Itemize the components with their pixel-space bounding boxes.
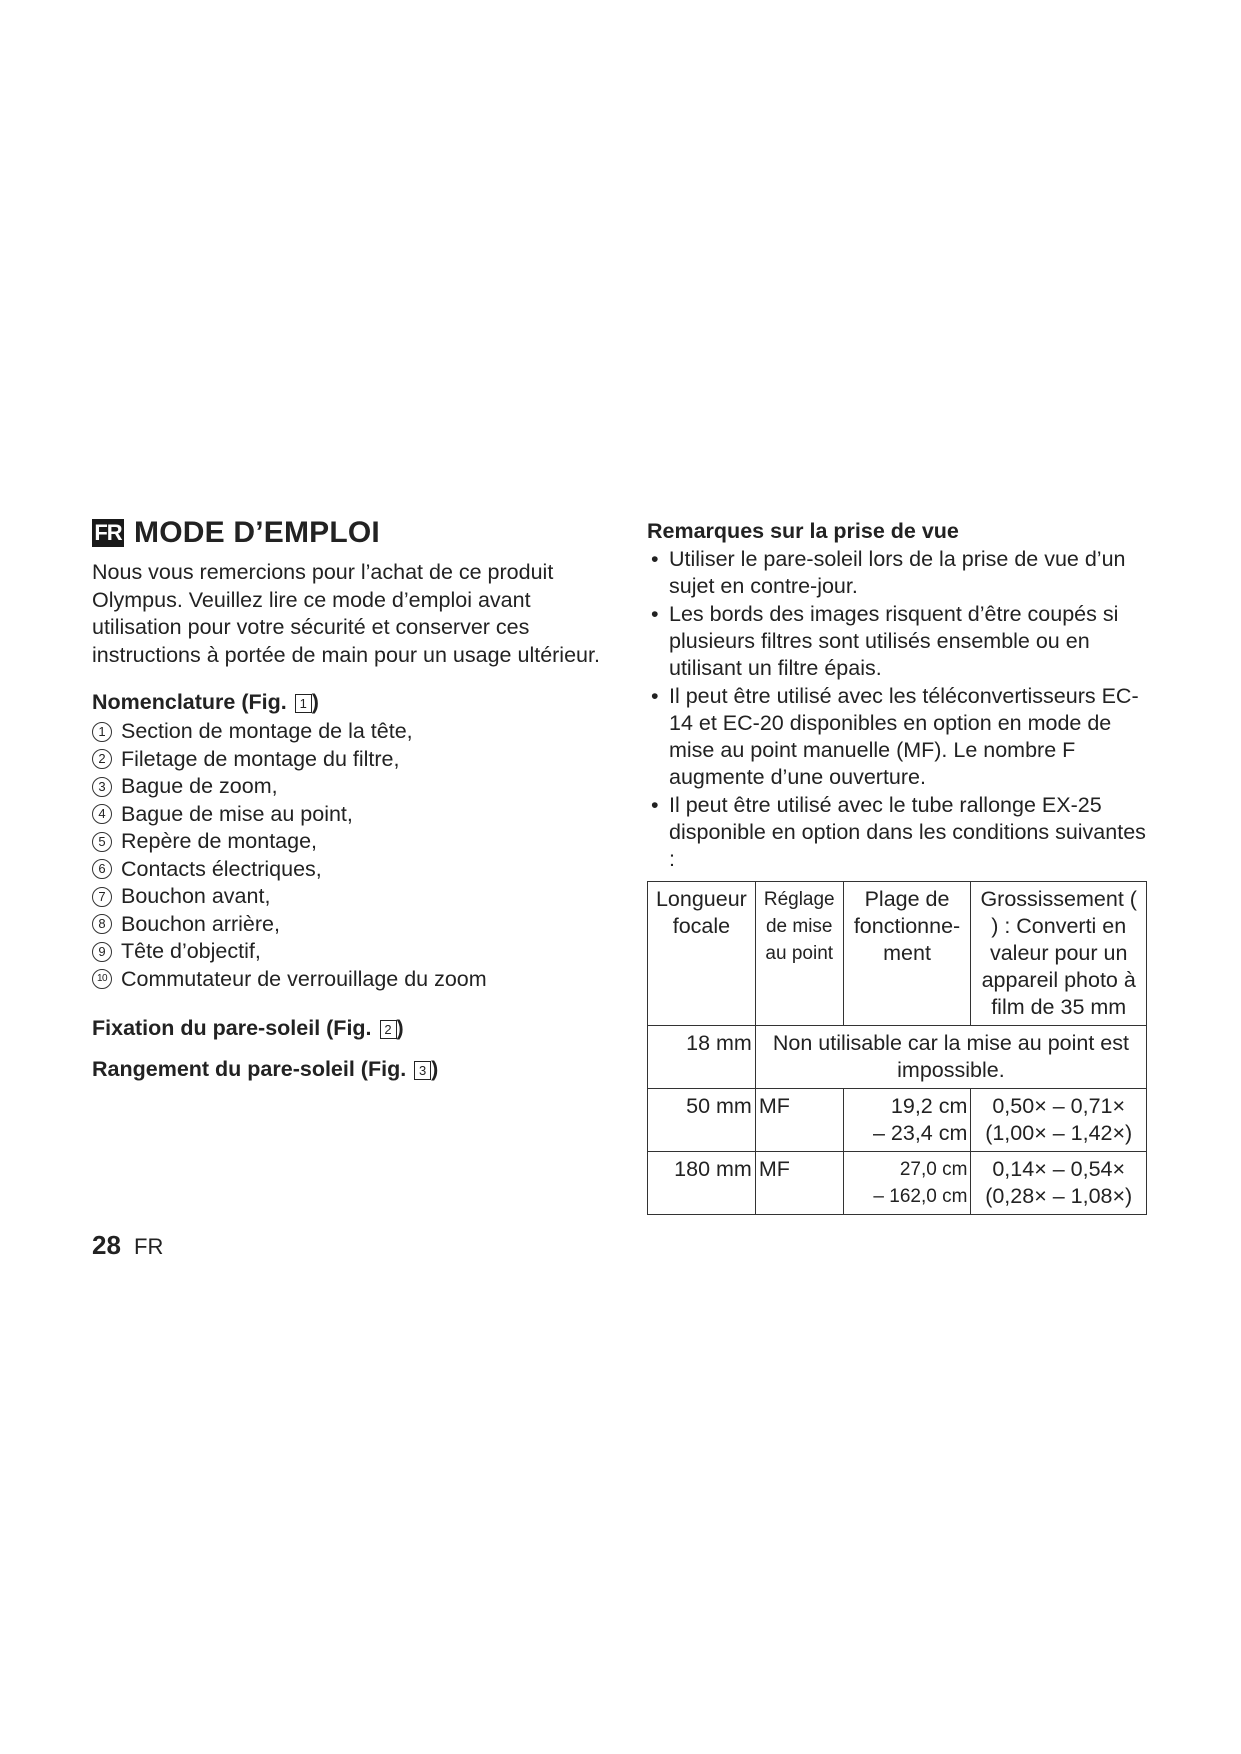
circled-number: 4: [92, 804, 112, 824]
extension-tube-table: [647, 881, 1147, 1215]
language-badge: FR: [92, 519, 124, 547]
circled-number: 2: [92, 749, 112, 769]
list-item-text: Bouchon avant,: [121, 884, 271, 908]
bullet-text: Il peut être utilisé avec le tube rallonge EX-25 disponible en option dans les conditions suivantes :: [669, 793, 1146, 871]
bullet-marker: •: [651, 793, 659, 817]
list-item: [92, 883, 622, 911]
circled-number: 10: [92, 969, 112, 989]
list-item-text: Commutateur de verrouillage du zoom: [121, 966, 487, 991]
range-end: – 23,4 cm: [872, 1121, 968, 1145]
bullet-item: [647, 792, 1157, 873]
list-item-text: Section de montage de la tête,: [121, 719, 413, 743]
figure-ref-box: 2: [380, 1020, 397, 1039]
list-item: [92, 966, 622, 994]
header-magnification: Grossissement ( ) : Converti en valeur pour un appareil photo à film de 35 mm: [971, 882, 1147, 1026]
nomenclature-heading: [92, 689, 622, 716]
list-item: [92, 856, 622, 884]
cell-focal: 180 mm: [648, 1152, 756, 1215]
bullet-marker: •: [651, 684, 659, 708]
table-row: [648, 1089, 1147, 1152]
table-row: [648, 1026, 1147, 1089]
circled-number: 8: [92, 914, 112, 934]
list-item: [92, 718, 622, 746]
list-item-text: Repère de montage,: [121, 829, 318, 853]
list-item: [92, 746, 622, 774]
bullet-text: Il peut être utilisé avec les téléconvertisseurs EC-14 et EC-20 disponibles en option en mode de mise au point manuelle (MF). Le nombre F augmente d’une ouverture.: [669, 684, 1139, 789]
list-item-text: Filetage de montage du filtre,: [121, 746, 400, 771]
list-item-text: Bague de mise au point,: [121, 801, 353, 826]
cell-range: [843, 1089, 971, 1152]
nomenclature-list: [92, 718, 622, 993]
magnification-35mm: (1,00× – 1,42×): [985, 1121, 1133, 1145]
figure-ref-box: 1: [295, 694, 312, 713]
circled-number: 5: [92, 832, 112, 852]
page-title: MODE D’EMPLOI: [134, 516, 380, 549]
left-column: [92, 513, 622, 1083]
intro-paragraph: Nous vous remercions pour l’achat de ce produit Olympus. Veuillez lire ce mode d’emploi avant utilisation pour votre sécurité et conserver ces instructions à portée de main pour un usage ultérieur.: [92, 560, 600, 667]
cell-focal: 50 mm: [648, 1089, 756, 1152]
magnification-35mm: (0,28× – 1,08×): [985, 1184, 1133, 1208]
list-item: [92, 801, 622, 829]
cell-magnification: [971, 1089, 1147, 1152]
circled-number: 1: [92, 722, 112, 742]
cell-magnification: [971, 1152, 1147, 1215]
nomenclature-label: Nomenclature (Fig.: [92, 690, 287, 714]
page-number: 28: [92, 1230, 121, 1260]
fixation-heading: [92, 1015, 622, 1042]
cell-range: [843, 1152, 971, 1215]
remarks-list: [647, 546, 1157, 873]
right-column: [647, 518, 1157, 1215]
rangement-label: Rangement du pare-soleil (Fig.: [92, 1057, 407, 1081]
circled-number: 9: [92, 942, 112, 962]
cell-mode: MF: [755, 1089, 843, 1152]
close-paren: ): [311, 690, 319, 714]
bullet-text: Les bords des images risquent d’être coupés si plusieurs filtres sont utilisés ensemble ou en utilisant un filtre épais.: [669, 602, 1119, 680]
rangement-heading: [92, 1056, 622, 1083]
fixation-label: Fixation du pare-soleil (Fig.: [92, 1016, 372, 1040]
figure-ref-box: 3: [414, 1061, 431, 1080]
page-language: FR: [134, 1234, 164, 1259]
title-row: [92, 513, 622, 553]
header-focal-length: Longueur focale: [648, 882, 756, 1026]
magnification-value: 0,14× – 0,54×: [992, 1157, 1126, 1181]
list-item-text: Bague de zoom,: [121, 774, 278, 798]
list-item-text: Tête d’objectif,: [121, 939, 261, 963]
bullet-text: Utiliser le pare-soleil lors de la prise de vue d’un sujet en contre-jour.: [669, 547, 1126, 598]
header-working-range: Plage de fonctionne-ment: [843, 882, 971, 1026]
bullet-item: [647, 601, 1157, 682]
list-item-text: Contacts électriques,: [121, 856, 322, 881]
list-item-text: Bouchon arrière,: [121, 911, 280, 936]
circled-number: 7: [92, 887, 112, 907]
cell-not-usable-note: Non utilisable car la mise au point est impossible.: [755, 1026, 1146, 1089]
range-end: – 162,0 cm: [873, 1186, 968, 1207]
table-header-row: [648, 882, 1147, 1026]
circled-number: 3: [92, 777, 112, 797]
cell-focal: 18 mm: [648, 1026, 756, 1089]
list-item: [92, 911, 622, 939]
range-start: 27,0 cm: [899, 1159, 968, 1180]
bullet-marker: •: [651, 547, 659, 571]
close-paren: ): [396, 1016, 404, 1040]
bullet-item: [647, 546, 1157, 600]
range-start: 19,2 cm: [890, 1094, 968, 1118]
close-paren: ): [431, 1057, 439, 1081]
circled-number: 6: [92, 859, 112, 879]
cell-mode: MF: [755, 1152, 843, 1215]
list-item: [92, 773, 622, 801]
list-item: [92, 828, 622, 856]
header-focus-setting: Réglage de mise au point: [755, 882, 843, 1026]
bullet-item: [647, 683, 1157, 791]
remarks-heading: Remarques sur la prise de vue: [647, 519, 959, 543]
table-row: [648, 1152, 1147, 1215]
magnification-value: 0,50× – 0,71×: [992, 1094, 1126, 1118]
list-item: [92, 938, 622, 966]
bullet-marker: •: [651, 602, 659, 626]
